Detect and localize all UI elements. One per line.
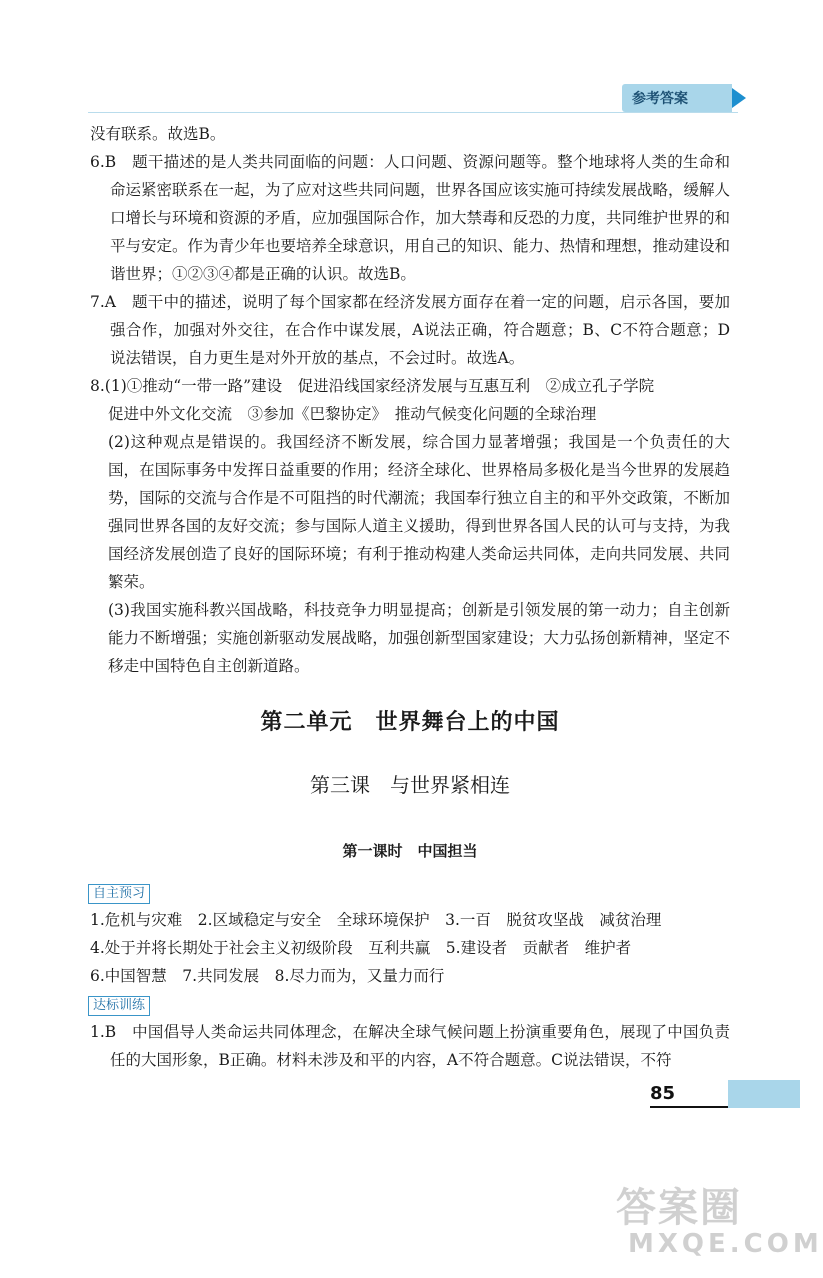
watermark-cn: 答案圈: [616, 1185, 742, 1231]
answer-6: 6.B 题干描述的是人类共同面临的问题：人口问题、资源问题等。整个地球将人类的生命和命运紧密联系在一起，为了应对这些共同问题，世界各国应该实施可持续发展战略，缓解人口增长与环境和资源的矛盾，应加强国际合作，加大禁毒和反恐的力度，共同维护世界的和平与安定。作为青少年也要培养全球意识，用自己的知识、能力、热情和理想，推动建设和谐世界；①②③④都是正确的认识。故选B。: [90, 153, 731, 283]
header-divider: [88, 112, 738, 113]
preview-answers-line3: 6.中国智慧 7.共同发展 8.尽力而为，又量力而行: [90, 967, 445, 985]
site-watermark: [616, 1185, 823, 1266]
section-label-preview: 自主预习: [88, 884, 150, 904]
training-answer-1: 1.B 中国倡导人类命运共同体理念，在解决全球气候问题上扮演重要角色，展现了中国负责任的大国形象，B正确。材料未涉及和平的内容，A不符合题意。C说法错误，不符: [90, 1023, 730, 1069]
answer-8-part2: (2)这种观点是错误的。我国经济不断发展，综合国力显著增强；我国是一个负责任的大国，在国际事务中发挥日益重要的作用；经济全球化、世界格局多极化是当今世界的发展趋势，国际的交流与合作是不可阻挡的时代潮流；我国奉行独立自主的和平外交政策，不断加强同世界各国的友好交流；参与国际人道主义援助，得到世界各国人民的认可与支持，为我国经济发展创造了良好的国际环境；有利于推动构建人类命运共同体，走向共同发展、共同繁荣。: [108, 433, 730, 591]
unit-title: 第二单元 世界舞台上的中国: [260, 710, 560, 735]
tab-arrow-icon: [732, 88, 746, 108]
page-number: 85: [650, 1083, 676, 1104]
period-title: 第一课时 中国担当: [342, 842, 478, 860]
footer-color-bar: [728, 1080, 800, 1108]
lesson-title: 第三课 与世界紧相连: [310, 773, 510, 797]
answer-7: 7.A 题干中的描述，说明了每个国家都在经济发展方面存在着一定的问题，启示各国，要加强合作，加强对外交往，在合作中谋发展，A说法正确，符合题意；B、C不符合题意；D说法错误，自力更生是对外开放的基点，不会过时。故选A。: [90, 293, 730, 367]
answer-key-tab: [622, 84, 732, 112]
section-label-training: 达标训练: [88, 996, 150, 1016]
answer-8-part3: (3)我国实施科教兴国战略，科技竞争力明显提高；创新是引领发展的第一动力；自主创新能力不断增强；实施创新驱动发展战略，加强创新型国家建设；大力弘扬创新精神，坚定不移走中国特色自主创新道路。: [108, 601, 730, 675]
watermark-en: MXQE.COM: [628, 1229, 823, 1259]
previous-answer-tail: 没有联系。故选B。: [90, 125, 226, 143]
answer-8-part1-line2: 促进中外文化交流 ③参加《巴黎协定》 推动气候变化问题的全球治理: [108, 405, 597, 423]
answer-key-label: 参考答案: [632, 91, 688, 107]
answer-8-part1-line1: 8.(1)①推动“一带一路”建设 促进沿线国家经济发展与互惠互利 ②成立孔子学院: [90, 377, 655, 395]
answer-content: [90, 120, 730, 1074]
preview-answers-line2: 4.处于并将长期处于社会主义初级阶段 互利共赢 5.建设者 贡献者 维护者: [90, 939, 632, 957]
preview-answers-line1: 1.危机与灾难 2.区域稳定与安全 全球环境保护 3.一百 脱贫攻坚战 减贫治理: [90, 911, 662, 929]
